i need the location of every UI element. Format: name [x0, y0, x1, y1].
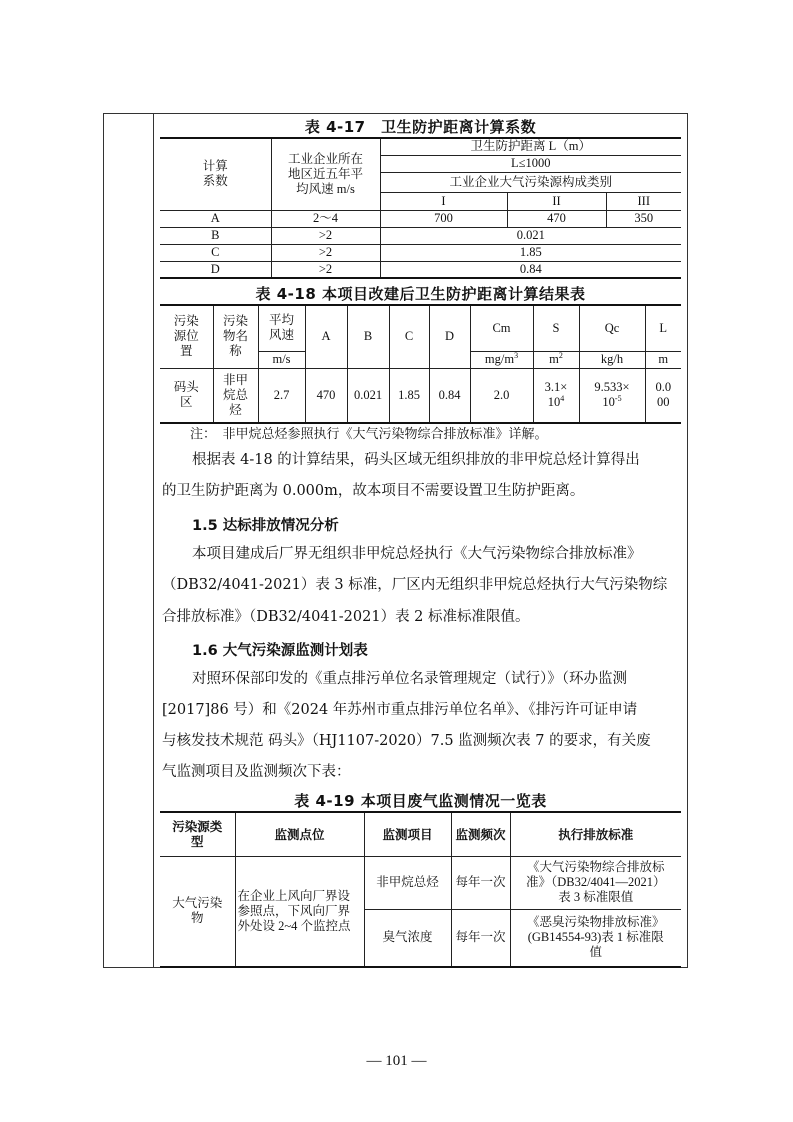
table-4-18-title: 表 4-18 本项目改建后卫生防护距离计算结果表	[255, 285, 586, 303]
paragraph-line: 气监测项目及监测频次下表：	[162, 764, 351, 780]
section-heading-1-5: 1.5 达标排放情况分析	[192, 518, 339, 534]
cell-S: 3.1× $10^4$	[533, 368, 579, 423]
paragraph-line: [2017]86 号）和《2024 年苏州市重点排污单位名单》、《排污许可证申请	[162, 702, 638, 718]
header-L: L	[645, 305, 681, 351]
cell-frequency: 每年一次	[451, 909, 510, 967]
cell-item: 非甲烷总烃	[364, 856, 451, 909]
header-class-3: III	[606, 192, 681, 210]
cell-item: 臭气浓度	[364, 909, 451, 967]
cell-wind: >2	[271, 244, 380, 261]
frame-divider	[153, 113, 154, 968]
header-range: L≤1000	[380, 155, 681, 172]
header-distance-group: 卫生防护距离 L（m）	[380, 138, 681, 155]
table-row	[160, 368, 681, 423]
header-class-1: I	[380, 192, 507, 210]
paragraph-line: （DB32/4041-2021）表 3 标准，厂区内无组织非甲烷总烃执行大气污染物综	[162, 577, 668, 593]
header-Qc: Qc	[579, 305, 645, 351]
cell-standard: 《恶臭污染物排放标准》 (GB14554-93)表 1 标准限 值	[510, 909, 681, 967]
table-row	[160, 227, 681, 244]
cell-standard: 《大气污染物综合排放标 准》（DB32/4041—2021） 表 3 标准限值	[510, 856, 681, 909]
header-source: 污染 源位 置	[160, 305, 213, 368]
cell-wind: >2	[271, 261, 380, 278]
paragraph-line: 本项目建成后厂界无组织非甲烷总烃执行《大气污染物综合排放标准》	[192, 546, 642, 562]
header-D: D	[429, 305, 470, 368]
cell-C: 1.85	[389, 368, 429, 423]
table-4-17-title: 表 4-17 卫生防护距离计算系数	[304, 118, 537, 136]
unit-wind: m/s	[258, 351, 305, 368]
unit-Cm: $mg/m^3$	[470, 351, 533, 368]
unit-Qc: kg/h	[579, 351, 645, 368]
header-S: S	[533, 305, 579, 351]
header-item: 监测项目	[364, 812, 451, 856]
table-row	[160, 856, 681, 909]
cell-location: 在企业上风向厂界设 参照点，下风向厂界 外处设 2~4 个监控点	[235, 856, 364, 967]
paragraph-line: 与核发技术规范 码头》（HJ1107-2020）7.5 监测频次表 7 的要求，有关废	[162, 733, 651, 749]
section-heading-1-6: 1.6 大气污染源监测计划表	[192, 643, 368, 659]
cell-value: 1.85	[380, 244, 681, 261]
table-4-17	[160, 137, 681, 279]
cell-coef: A	[160, 210, 271, 227]
table-row	[160, 261, 681, 278]
cell-coef: D	[160, 261, 271, 278]
cell-L: 0.0 00	[645, 368, 681, 423]
table-row	[160, 210, 681, 227]
cell-Qc: 9.533× $10^{-5}$	[579, 368, 645, 423]
cell-A: 470	[305, 368, 347, 423]
cell-pollutant: 非甲 烷总 烃	[213, 368, 258, 423]
cell-B: 0.021	[347, 368, 389, 423]
header-B: B	[347, 305, 389, 368]
cell-value: 700	[380, 210, 507, 227]
header-category: 工业企业大气污染源构成类别	[380, 172, 681, 192]
table-4-19	[160, 811, 681, 968]
cell-coef: B	[160, 227, 271, 244]
cell-wind: 2.7	[258, 368, 305, 423]
cell-source-type: 大气污染 物	[160, 856, 235, 967]
header-source-type: 污染源类 型	[160, 812, 235, 856]
cell-value: 0.84	[380, 261, 681, 278]
header-pollutant: 污染 物名 称	[213, 305, 258, 368]
table-note: 注： 非甲烷总烃参照执行《大气污染物综合排放标准》详解。	[190, 427, 548, 442]
header-frequency: 监测频次	[451, 812, 510, 856]
header-wind: 工业企业所在 地区近五年平 均风速 m/s	[271, 138, 380, 210]
cell-coef: C	[160, 244, 271, 261]
header-coef: 计算 系数	[160, 138, 271, 210]
header-A: A	[305, 305, 347, 368]
header-standard: 执行排放标准	[510, 812, 681, 856]
cell-Cm: 2.0	[470, 368, 533, 423]
cell-value: 0.021	[380, 227, 681, 244]
cell-source: 码头 区	[160, 368, 213, 423]
cell-value: 470	[507, 210, 606, 227]
cell-frequency: 每年一次	[451, 856, 510, 909]
cell-wind: 2～4	[271, 210, 380, 227]
header-Cm: Cm	[470, 305, 533, 351]
paragraph-line: 的卫生防护距离为 0.000m，故本项目不需要设置卫生防护距离。	[162, 483, 585, 499]
unit-S: $m^2$	[533, 351, 579, 368]
header-location: 监测点位	[235, 812, 364, 856]
header-C: C	[389, 305, 429, 368]
table-4-18	[160, 304, 681, 424]
paragraph-line: 根据表 4-18 的计算结果，码头区域无组织排放的非甲烷总烃计算得出	[192, 452, 640, 468]
table-row	[160, 244, 681, 261]
cell-wind: >2	[271, 227, 380, 244]
cell-value: 350	[606, 210, 681, 227]
table-4-19-title: 表 4-19 本项目废气监测情况一览表	[294, 792, 547, 810]
header-class-2: II	[507, 192, 606, 210]
paragraph-line: 合排放标准》（DB32/4041-2021）表 2 标准标准限值。	[162, 609, 530, 625]
header-wind: 平均 风速	[258, 305, 305, 351]
paragraph-line: 对照环保部印发的《重点排污单位名录管理规定（试行）》（环办监测	[192, 671, 627, 687]
page-number: — 101 —	[366, 1053, 427, 1069]
cell-D: 0.84	[429, 368, 470, 423]
unit-L: m	[645, 351, 681, 368]
